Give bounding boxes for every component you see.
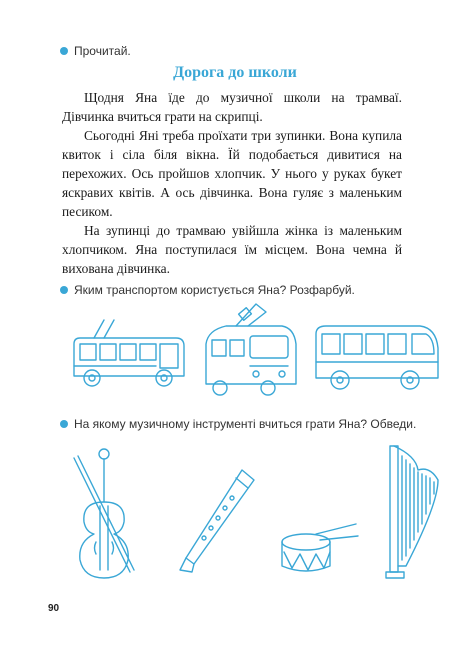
task-read: [60, 44, 131, 58]
story-text: [62, 88, 402, 278]
task-instrument: [60, 417, 416, 431]
recorder-icon[interactable]: [176, 466, 258, 576]
story-title: Дорога до школи: [173, 64, 297, 81]
blue-dot-bullet-icon: [60, 420, 68, 428]
story-paragraph: Сьогодні Яні треба проїхати три зупинки. Вона купила квиток і сіла біля вікна. Їй подобається дивитися на перехожих. Ось пройшов хлопчик. У нього у руках букет яскравих квітів. А ось дівчинка. Вона гуляє з маленьким песиком.: [62, 128, 402, 219]
blue-dot-bullet-icon: [60, 286, 68, 294]
task-instrument-label: На якому музичному інструменті вчиться грати Яна? Обведи.: [74, 417, 417, 431]
harp-icon[interactable]: [376, 440, 448, 580]
blue-dot-bullet-icon: [60, 47, 68, 55]
task-read-label: Прочитай.: [74, 44, 131, 58]
task-transport-label: Яким транспортом користується Яна? Розфарбуй.: [74, 283, 355, 297]
trolleybus-icon[interactable]: [64, 318, 190, 398]
story-paragraph: Щодня Яна їде до музичної школи на трамваї. Дівчинка вчиться грати на скрипці.: [62, 90, 402, 124]
violin-icon[interactable]: [64, 446, 144, 582]
task-transport: [60, 283, 355, 297]
tram-icon[interactable]: [196, 300, 300, 398]
story-paragraph: На зупинці до трамваю увійшла жінка із маленьким хлопчиком. Яна поступилася їм місцем. Вона чемна й вихована дівчинка.: [62, 223, 402, 276]
bus-icon[interactable]: [312, 318, 442, 398]
drum-icon[interactable]: [276, 522, 360, 578]
page-number: 90: [48, 603, 60, 614]
